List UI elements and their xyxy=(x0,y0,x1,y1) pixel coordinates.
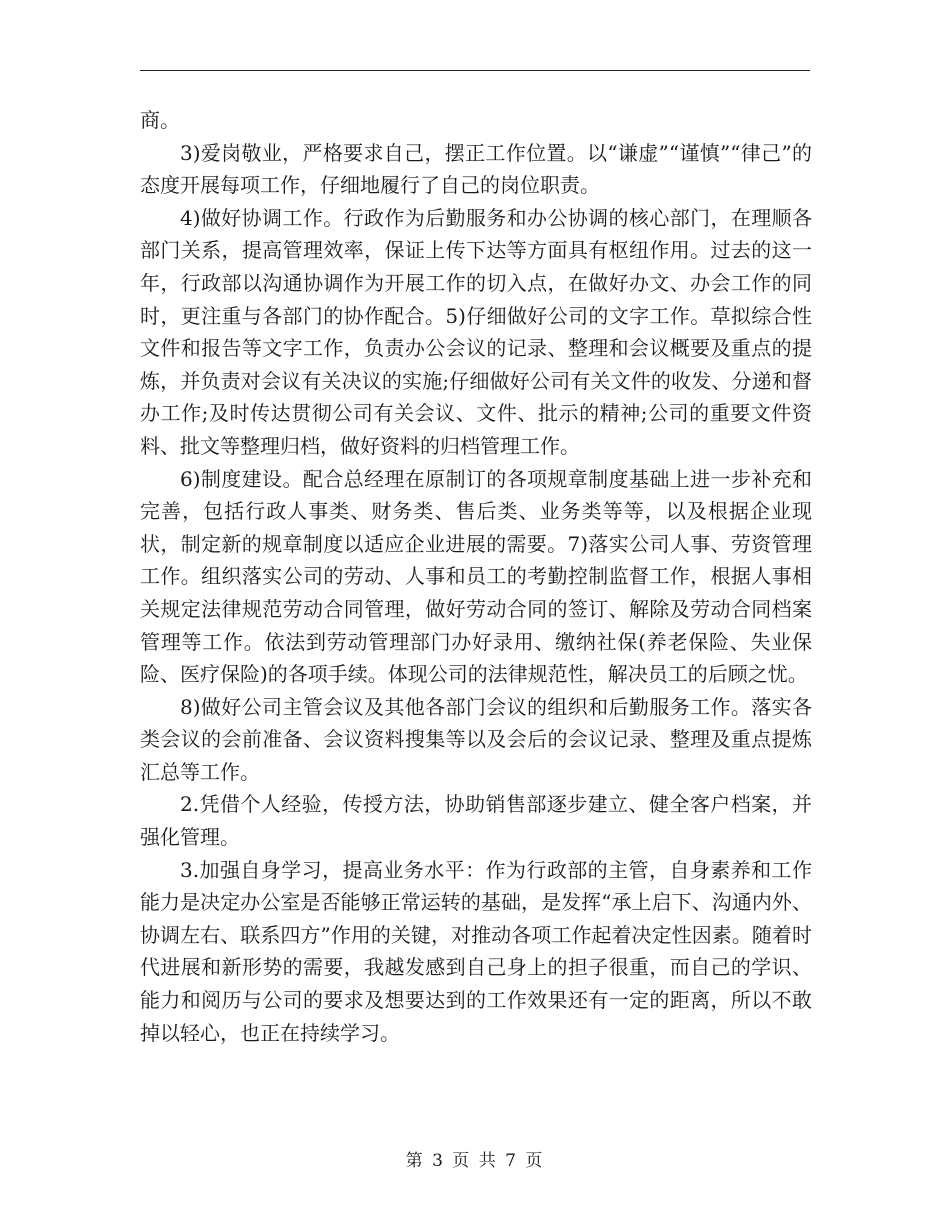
document-body xyxy=(140,104,812,1049)
paragraph-item-4-5: 4)做好协调工作。行政作为后勤服务和办公协调的核心部门，在理顺各部门关系，提高管理效率，保证上传下达等方面具有枢纽作用。过去的这一年，行政部以沟通协调作为开展工作的切入点，在做好办文、办会工作的同时，更注重与各部门的协作配合。5)仔细做好公司的文字工作。草拟综合性文件和报告等文字工作，负责办公会议的记录、整理和会议概要及重点的提炼，并负责对会议有关决议的实施;仔细做好公司有关文件的收发、分递和督办工作;及时传达贯彻公司有关会议、文件、批示的精神;公司的重要文件资料、批文等整理归档，做好资料的归档管理工作。 xyxy=(140,205,812,458)
paragraph-section-3: 3.加强自身学习，提高业务水平：作为行政部的主管，自身素养和工作能力是决定办公室是否能够正常运转的基础，是发挥“承上启下、沟通内外、协调左右、联系四方”作用的关键，对推动各项工作起着决定性因素。随着时代进展和新形势的需要，我越发感到自己身上的担子很重，而自己的学识、能力和阅历与公司的要求及想要达到的工作效果还有一定的距离，所以不敢掉以轻心，也正在持续学习。 xyxy=(140,857,812,1045)
paragraph-continuation: 商。 xyxy=(140,108,180,132)
paragraph-item-8: 8)做好公司主管会议及其他各部门会议的组织和后勤服务工作。落实各类会议的会前准备、会议资料搜集等以及会后的会议记录、整理及重点提炼汇总等工作。 xyxy=(140,694,812,784)
paragraph-item-3: 3)爱岗敬业，严格要求自己，摆正工作位置。以“谦虚”“谨慎”“律己”的态度开展每项工作，仔细地履行了自己的岗位职责。 xyxy=(140,140,812,198)
paragraph-section-2: 2.凭借个人经验，传授方法，协助销售部逐步建立、健全客户档案，并强化管理。 xyxy=(140,792,812,850)
header-rule xyxy=(140,70,810,71)
paragraph-item-6-7: 6)制度建设。配合总经理在原制订的各项规章制度基础上进一步补充和完善，包括行政人事类、财务类、售后类、业务类等等，以及根据企业现状，制定新的规章制度以适应企业进展的需要。7)落实公司人事、劳资管理工作。组织落实公司的劳动、人事和员工的考勤控制监督工作，根据人事相关规定法律规范劳动合同管理，做好劳动合同的签订、解除及劳动合同档案管理等工作。依法到劳动管理部门办好录用、缴纳社保(养老保险、失业保险、医疗保险)的各项手续。体现公司的法律规范性，解决员工的后顾之忧。 xyxy=(140,466,812,687)
page-number: 第 3 页 共 7 页 xyxy=(405,1151,545,1171)
